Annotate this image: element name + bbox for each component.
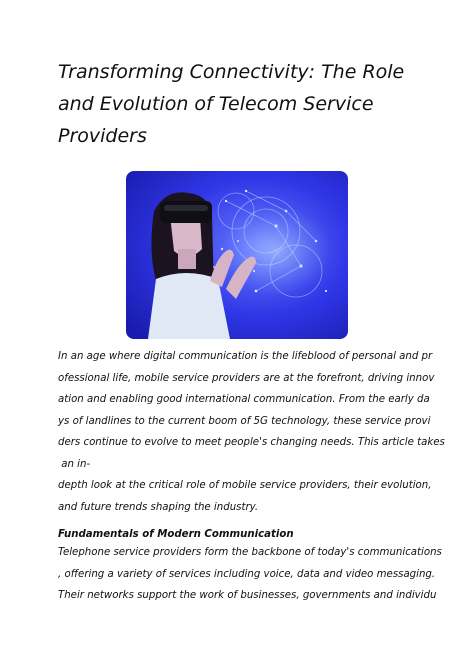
paragraph-line: In an age where digital communication is the lifeblood of personal and pr — [58, 351, 433, 362]
vr-headset-woman-photo — [126, 171, 348, 339]
paragraph-line: ders continue to evolve to meet people's changing needs. This article takes — [58, 437, 445, 448]
paragraph-line: , offering a variety of services including voice, data and video messaging. — [58, 568, 436, 580]
paragraph-line: Telephone service providers form the backbone of today's communications — [58, 547, 442, 558]
paragraph-line: Their networks support the work of businesses, governments and individu — [58, 590, 437, 601]
hero-image — [126, 171, 348, 339]
paragraph-line: and future trends shaping the industry. — [58, 501, 259, 513]
document-title — [58, 56, 418, 152]
paragraph-line: depth look at the critical role of mobile service providers, their evolution, — [58, 480, 432, 491]
paragraph-line: ation and enabling good international communication. From the early da — [58, 394, 430, 405]
paragraph-line: ys of landlines to the current boom of 5G technology, these service provi — [58, 415, 431, 427]
section-paragraph — [58, 542, 442, 607]
title-line: Providers — [58, 125, 147, 147]
title-line: Transforming Connectivity: The Role — [58, 61, 405, 83]
title-line: and Evolution of Telecom Service — [58, 93, 374, 115]
paragraph-line: an in- — [58, 458, 91, 470]
intro-paragraph — [58, 346, 445, 518]
paragraph-line: ofessional life, mobile service providers are at the forefront, driving innov — [58, 372, 435, 384]
section-heading: Fundamentals of Modern Communication — [58, 529, 294, 540]
